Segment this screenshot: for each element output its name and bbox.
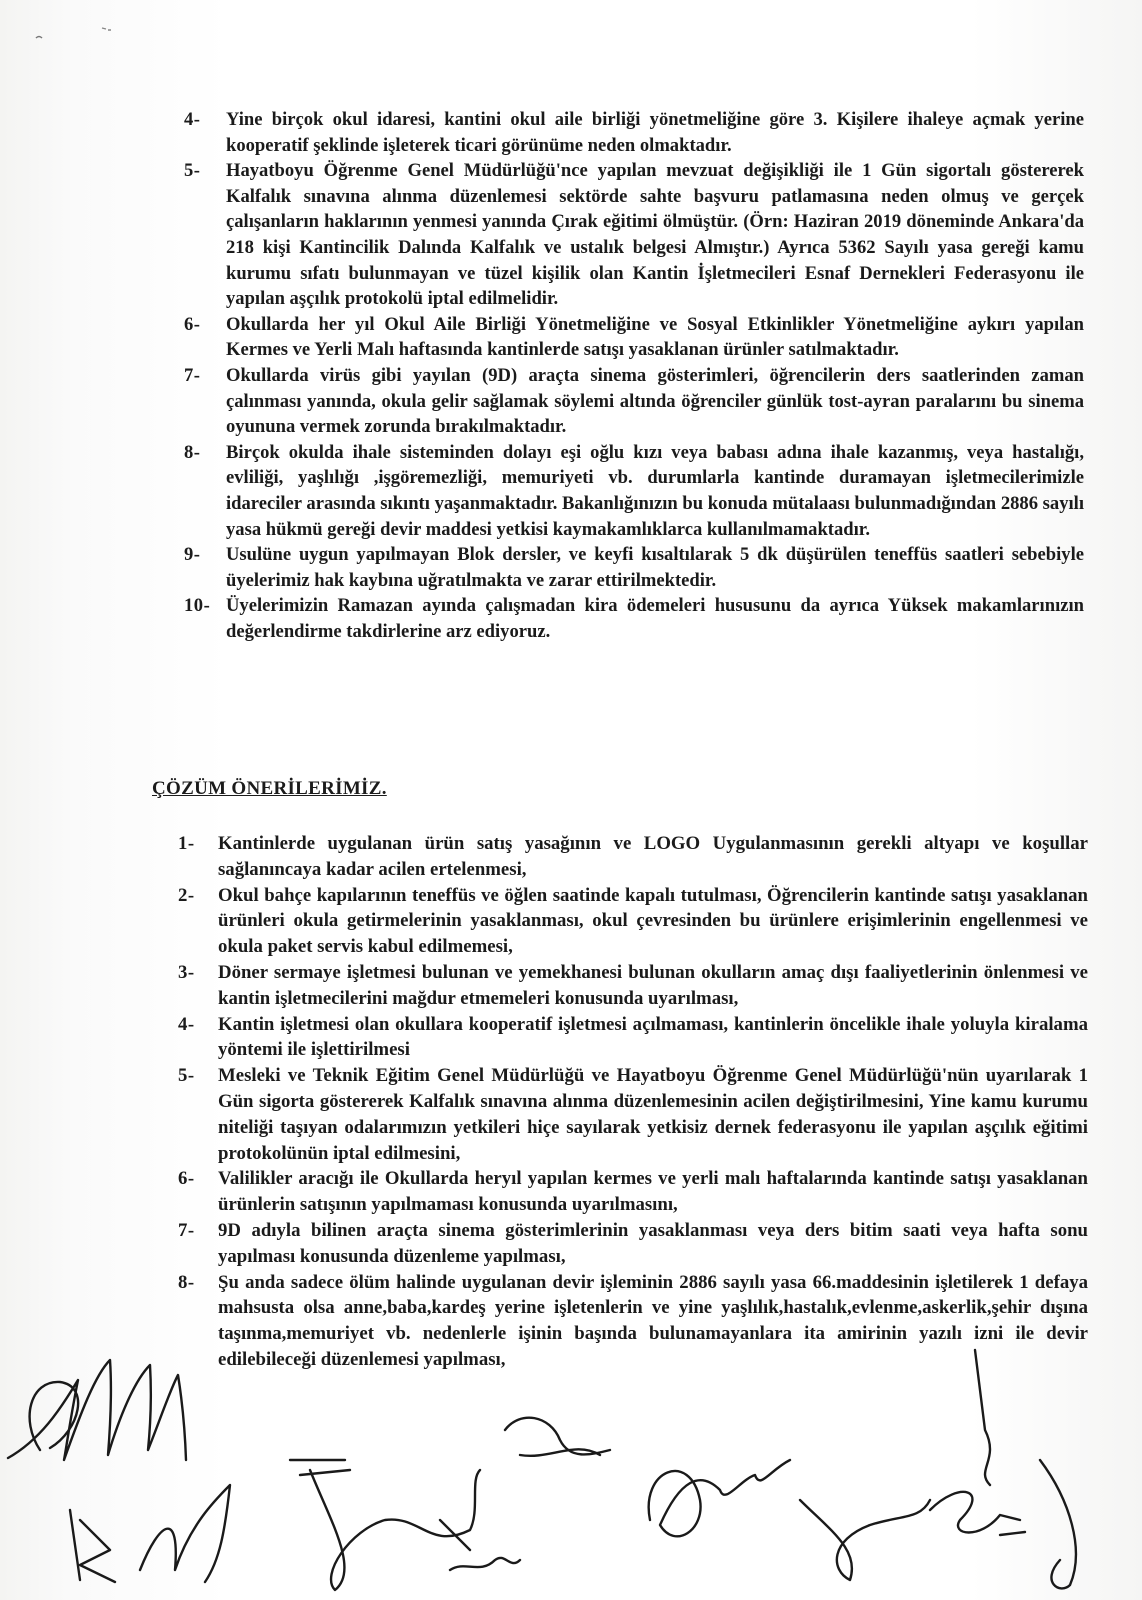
issue-item-10	[184, 593, 1084, 644]
solution-number: 7-	[178, 1219, 195, 1241]
solution-item-8	[178, 1270, 1088, 1373]
solution-number: 8-	[178, 1271, 195, 1293]
solution-text: Okul bahçe kapılarının teneffüs ve öğlen saatinde kapalı tutulması, Öğrencilerin kantinde satışı yasaklanan ürünleri okula getirmelerinin yasaklanması, okul çevresinden bu ürünlere erişimlerinin engellenmesi ve okula paket servis kabul edilmemesi,	[218, 884, 1088, 958]
issue-number: 7-	[184, 364, 201, 386]
signature-1-loop	[30, 1382, 79, 1450]
issue-item-6	[184, 312, 1084, 363]
signature-4	[290, 1460, 480, 1590]
issue-number: 5-	[184, 160, 201, 182]
issue-item-7	[184, 363, 1084, 440]
solution-number: 1-	[178, 833, 195, 854]
issue-item-4	[184, 107, 1084, 158]
issue-text: Birçok okulda ihale sisteminden dolayı eşi oğlu kızı veya babası adına ihale kazanmış, veya hastalığı, evliliği, yaşlılığı ,işgöremezliği, memuriyeti vb. durumlarla kantinde duramayan işletmecilerimizle idareciler arasında sıkıntı yaşanmaktadır. Bakanlığınızın bu konuda mütalaası bulunmadığından 2886 sayılı yasa hükmü gereği devir maddesi yetkisi kaymakamlıklarca kullanılmamaktadır.	[226, 441, 1084, 540]
solution-text: Kantin işletmesi olan okullara kooperatif işletmesi açılmaması, kantinlerin öncelikle ihale yoluyla kiralama yöntemi ile işlettirilmesi	[218, 1013, 1088, 1061]
issue-text: Hayatboyu Öğrenme Genel Müdürlüğü'nce yapılan mevzuat değişikliği ile 1 Gün sigortalı göstererek Kalfalık sınavına alınma düzenlemesi sektörde sahte başvuru patlamasına neden olmuş ve gerçek çalışanların haklarının yenmesi yanında Çırak eğitimi ölmüştür. (Örn: Haziran 2019 döneminde Ankara'da 218 kişi Kantincilik Dalında Kalfalık ve ustalık belgesi Almıştır.) Ayrıca 5362 Sayılı yasa gereği kamu kurumu sıfatı bulunmayan ve tüzel kişilik olan Kantin İşletmecileri Esnaf Dernekleri Federasyonu ile yapılan aşçılık protokolü iptal edilmelidir.	[226, 160, 1084, 310]
issue-number: 4-	[184, 109, 201, 130]
signature-9	[1040, 1460, 1076, 1588]
solution-item-6	[178, 1166, 1088, 1218]
solution-number: 5-	[178, 1065, 195, 1087]
solution-number: 4-	[178, 1013, 195, 1035]
signature-2	[70, 1510, 115, 1582]
issue-text: Okullarda her yıl Okul Aile Birliği Yönetmeliğine ve Sosyal Etkinlikler Yönetmeliğine aykırı yapılan Kermes ve Yerli Malı haftasında kantinlerde satışı yasaklanan ürünler satılmaktadır.	[226, 313, 1084, 361]
issue-number: 10-	[184, 595, 211, 617]
solution-item-3	[178, 960, 1088, 1012]
solution-number: 3-	[178, 961, 195, 983]
solution-text: Döner sermaye işletmesi bulunan ve yemekhanesi bulunan okulların amaç dışı faaliyetlerinin önlenmesi ve kantin işletmecilerini mağdur etmemeleri konusunda uyarılması,	[218, 961, 1088, 1009]
solution-number: 6-	[178, 1168, 195, 1190]
signature-5	[505, 1418, 610, 1456]
solutions-heading: ÇÖZÜM ÖNERİLERİMİZ.	[152, 778, 387, 799]
scan-smudge-marks	[30, 18, 150, 48]
signature-6	[649, 1460, 790, 1536]
solution-text: 9D adıyla bilinen araçta sinema gösterimlerinin yasaklanması veya ders bitim saati veya hafta sonu yapılması konusunda düzenleme yapılması,	[218, 1219, 1088, 1267]
solution-text: Kantinlerde uygulanan ürün satış yasağının ve LOGO Uygulanmasının gerekli altyapı ve koşullar sağlanıncaya kadar acilen ertelenmesi,	[218, 833, 1088, 880]
issue-item-8	[184, 440, 1084, 542]
solutions-list	[178, 831, 1088, 1373]
signature-1	[8, 1360, 186, 1460]
issue-text: Usulüne uygun yapılmayan Blok dersler, ve keyfi kısaltılarak 5 dk düşürülen teneffüs saatleri sebebiyle üyelerimiz hak kaybına uğratılmakta ve zarar ettirilmektedir.	[226, 544, 1084, 591]
issues-list	[184, 107, 1084, 644]
issue-text: Üyelerimizin Ramazan ayında çalışmadan kira ödemeleri hususunu da ayrıca Yüksek makamlarınızın değerlendirme takdirlerine arz ediyoruz.	[226, 595, 1084, 642]
solution-text: Valilikler aracığı ile Okullarda heryıl yapılan kermes ve yerli malı haftalarında kantinde satışı yasaklanan ürünlerin satışının yapılmaması konusunda uyarılmasını,	[218, 1168, 1088, 1216]
solution-item-7	[178, 1218, 1088, 1270]
solution-item-5	[178, 1063, 1088, 1166]
solution-item-1	[178, 831, 1088, 883]
solution-text: Şu anda sadece ölüm halinde uygulanan devir işleminin 2886 sayılı yasa 66.maddesinin işletilerek 1 defaya mahsusta olsa anne,baba,kardeş yerine işletenlerin ve yine yaşlılık,hastalık,evlenme,askerlik,şehir dışına taşınma,memuriyet vb. nedenlerle işinin başında bulunamayanlara ita amirinin yazılı izni ile devir edilebileceği düzenlemesi yapılması,	[218, 1271, 1088, 1370]
signature-8	[930, 1492, 1025, 1535]
solution-number: 2-	[178, 884, 195, 906]
solution-text: Mesleki ve Teknik Eğitim Genel Müdürlüğü ve Hayatboyu Öğrenme Genel Müdürlüğü'nün uyarılarak 1 Gün sigorta göstererek Kalfalık sınavına alınma düzenlemesinin acilen değiştirilmesini, Yine kamu kurumu niteliği taşıyan odalarımızın yetkileri hiçe sayılarak yetkisiz dernek federasyonu ile yapılan aşçılık eğitimi protokolünün iptal edilmesini,	[218, 1065, 1088, 1164]
issue-number: 6-	[184, 313, 201, 335]
signature-4-tail	[450, 1558, 520, 1570]
issue-text: Yine birçok okul idaresi, kantini okul aile birliği yönetmeliğine göre 3. Kişilere ihaleye açmak yerine kooperatif şeklinde işleterek ticari görünüme neden olmaktadır.	[226, 109, 1084, 156]
solution-item-4	[178, 1012, 1088, 1064]
solution-item-2	[178, 883, 1088, 960]
signature-3	[140, 1485, 230, 1582]
issue-number: 8-	[184, 441, 201, 463]
issue-number: 9-	[184, 544, 201, 566]
issue-item-5	[184, 158, 1084, 312]
signature-7	[800, 1500, 930, 1580]
issue-text: Okullarda virüs gibi yayılan (9D) araçta sinema gösterimleri, öğrencilerin ders saatlerinden zaman çalınması yanında, okula gelir sağlamak söylemi altında öğrenciler günlük tost-ayran paralarını bu sinema oyununa vermek zorunda bırakılmaktadır.	[226, 364, 1084, 438]
issue-item-9	[184, 542, 1084, 593]
